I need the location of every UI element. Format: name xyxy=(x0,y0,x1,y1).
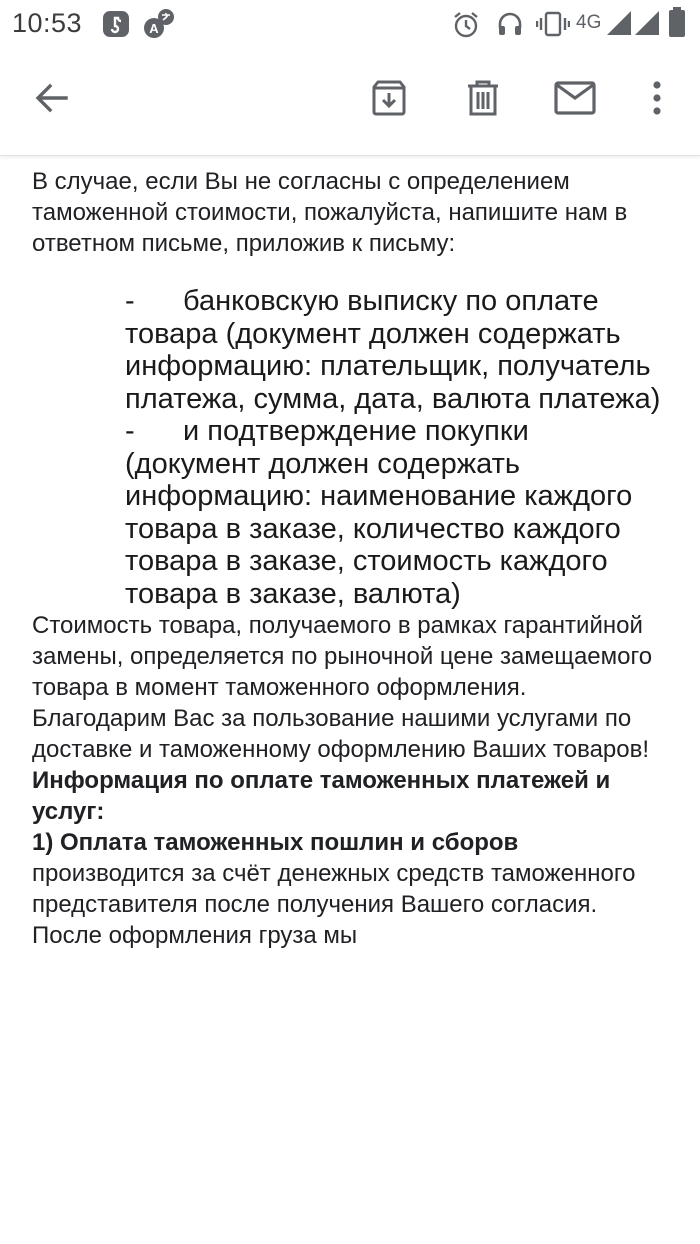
headset-icon xyxy=(496,10,524,43)
section-1 xyxy=(32,827,672,951)
list-dash: - xyxy=(125,415,135,447)
section-1-title: 1) Оплата таможенных пошлин и сборов xyxy=(32,829,519,856)
archive-icon xyxy=(370,79,408,122)
list-item-text: банковскую выписку по оплате товара (документ должен содержать информацию: плательщик, получатель платежа, сумма, дата, валюта платежа) xyxy=(125,285,661,415)
signal-icon-2 xyxy=(634,10,660,41)
vibrate-icon xyxy=(536,10,570,43)
section-heading: Информация по оплате таможенных платежей и услуг: xyxy=(32,767,611,825)
mail-icon xyxy=(554,81,596,120)
paragraph-customs-disagreement: В случае, если Вы не согласны с определением таможенной стоимости, пожалуйста, напишите нам в ответном письме, приложив к письму: xyxy=(32,168,628,257)
toolbar xyxy=(0,50,700,156)
more-vert-icon xyxy=(652,81,662,120)
alarm-icon xyxy=(452,11,480,44)
status-time: 10:53 xyxy=(12,8,83,38)
list-dash: - xyxy=(125,285,135,317)
more-options-button[interactable] xyxy=(629,72,685,128)
section-1-text: производится за счёт денежных средств таможенного представителя после получения Вашего согласия. После оформления груза мы xyxy=(32,860,636,949)
list-item xyxy=(125,415,672,610)
list-item xyxy=(125,285,672,415)
delete-button[interactable] xyxy=(455,72,511,128)
svg-text:A: A xyxy=(149,21,159,36)
trash-icon xyxy=(465,79,501,122)
app-notification-icon xyxy=(102,10,130,43)
paragraph-warranty: Стоимость товара, получаемого в рамках гарантийной замены, определяется по рыночной цене замещаемого товара в момент таможенного оформления. xyxy=(32,612,653,701)
arrow-back-icon xyxy=(34,80,70,121)
signal-icon xyxy=(606,10,632,41)
attachment-list xyxy=(125,285,672,610)
email-body xyxy=(32,166,672,951)
network-type: 4G xyxy=(576,12,602,33)
status-bar xyxy=(0,0,700,50)
archive-button[interactable] xyxy=(361,72,417,128)
list-item-text: и подтверждение покупки (документ должен содержать информацию: наименование каждого товара в заказе, количество каждого товара в заказе, стоимость каждого товара в заказе, валюта) xyxy=(125,415,633,610)
battery-icon xyxy=(668,6,686,43)
back-button[interactable] xyxy=(24,72,80,128)
translate-notification-icon xyxy=(142,8,176,45)
paragraph-thanks: Благодарим Вас за пользование нашими услугами по доставке и таможенному оформлению Ваших товаров! xyxy=(32,705,650,763)
mark-unread-button[interactable] xyxy=(547,72,603,128)
